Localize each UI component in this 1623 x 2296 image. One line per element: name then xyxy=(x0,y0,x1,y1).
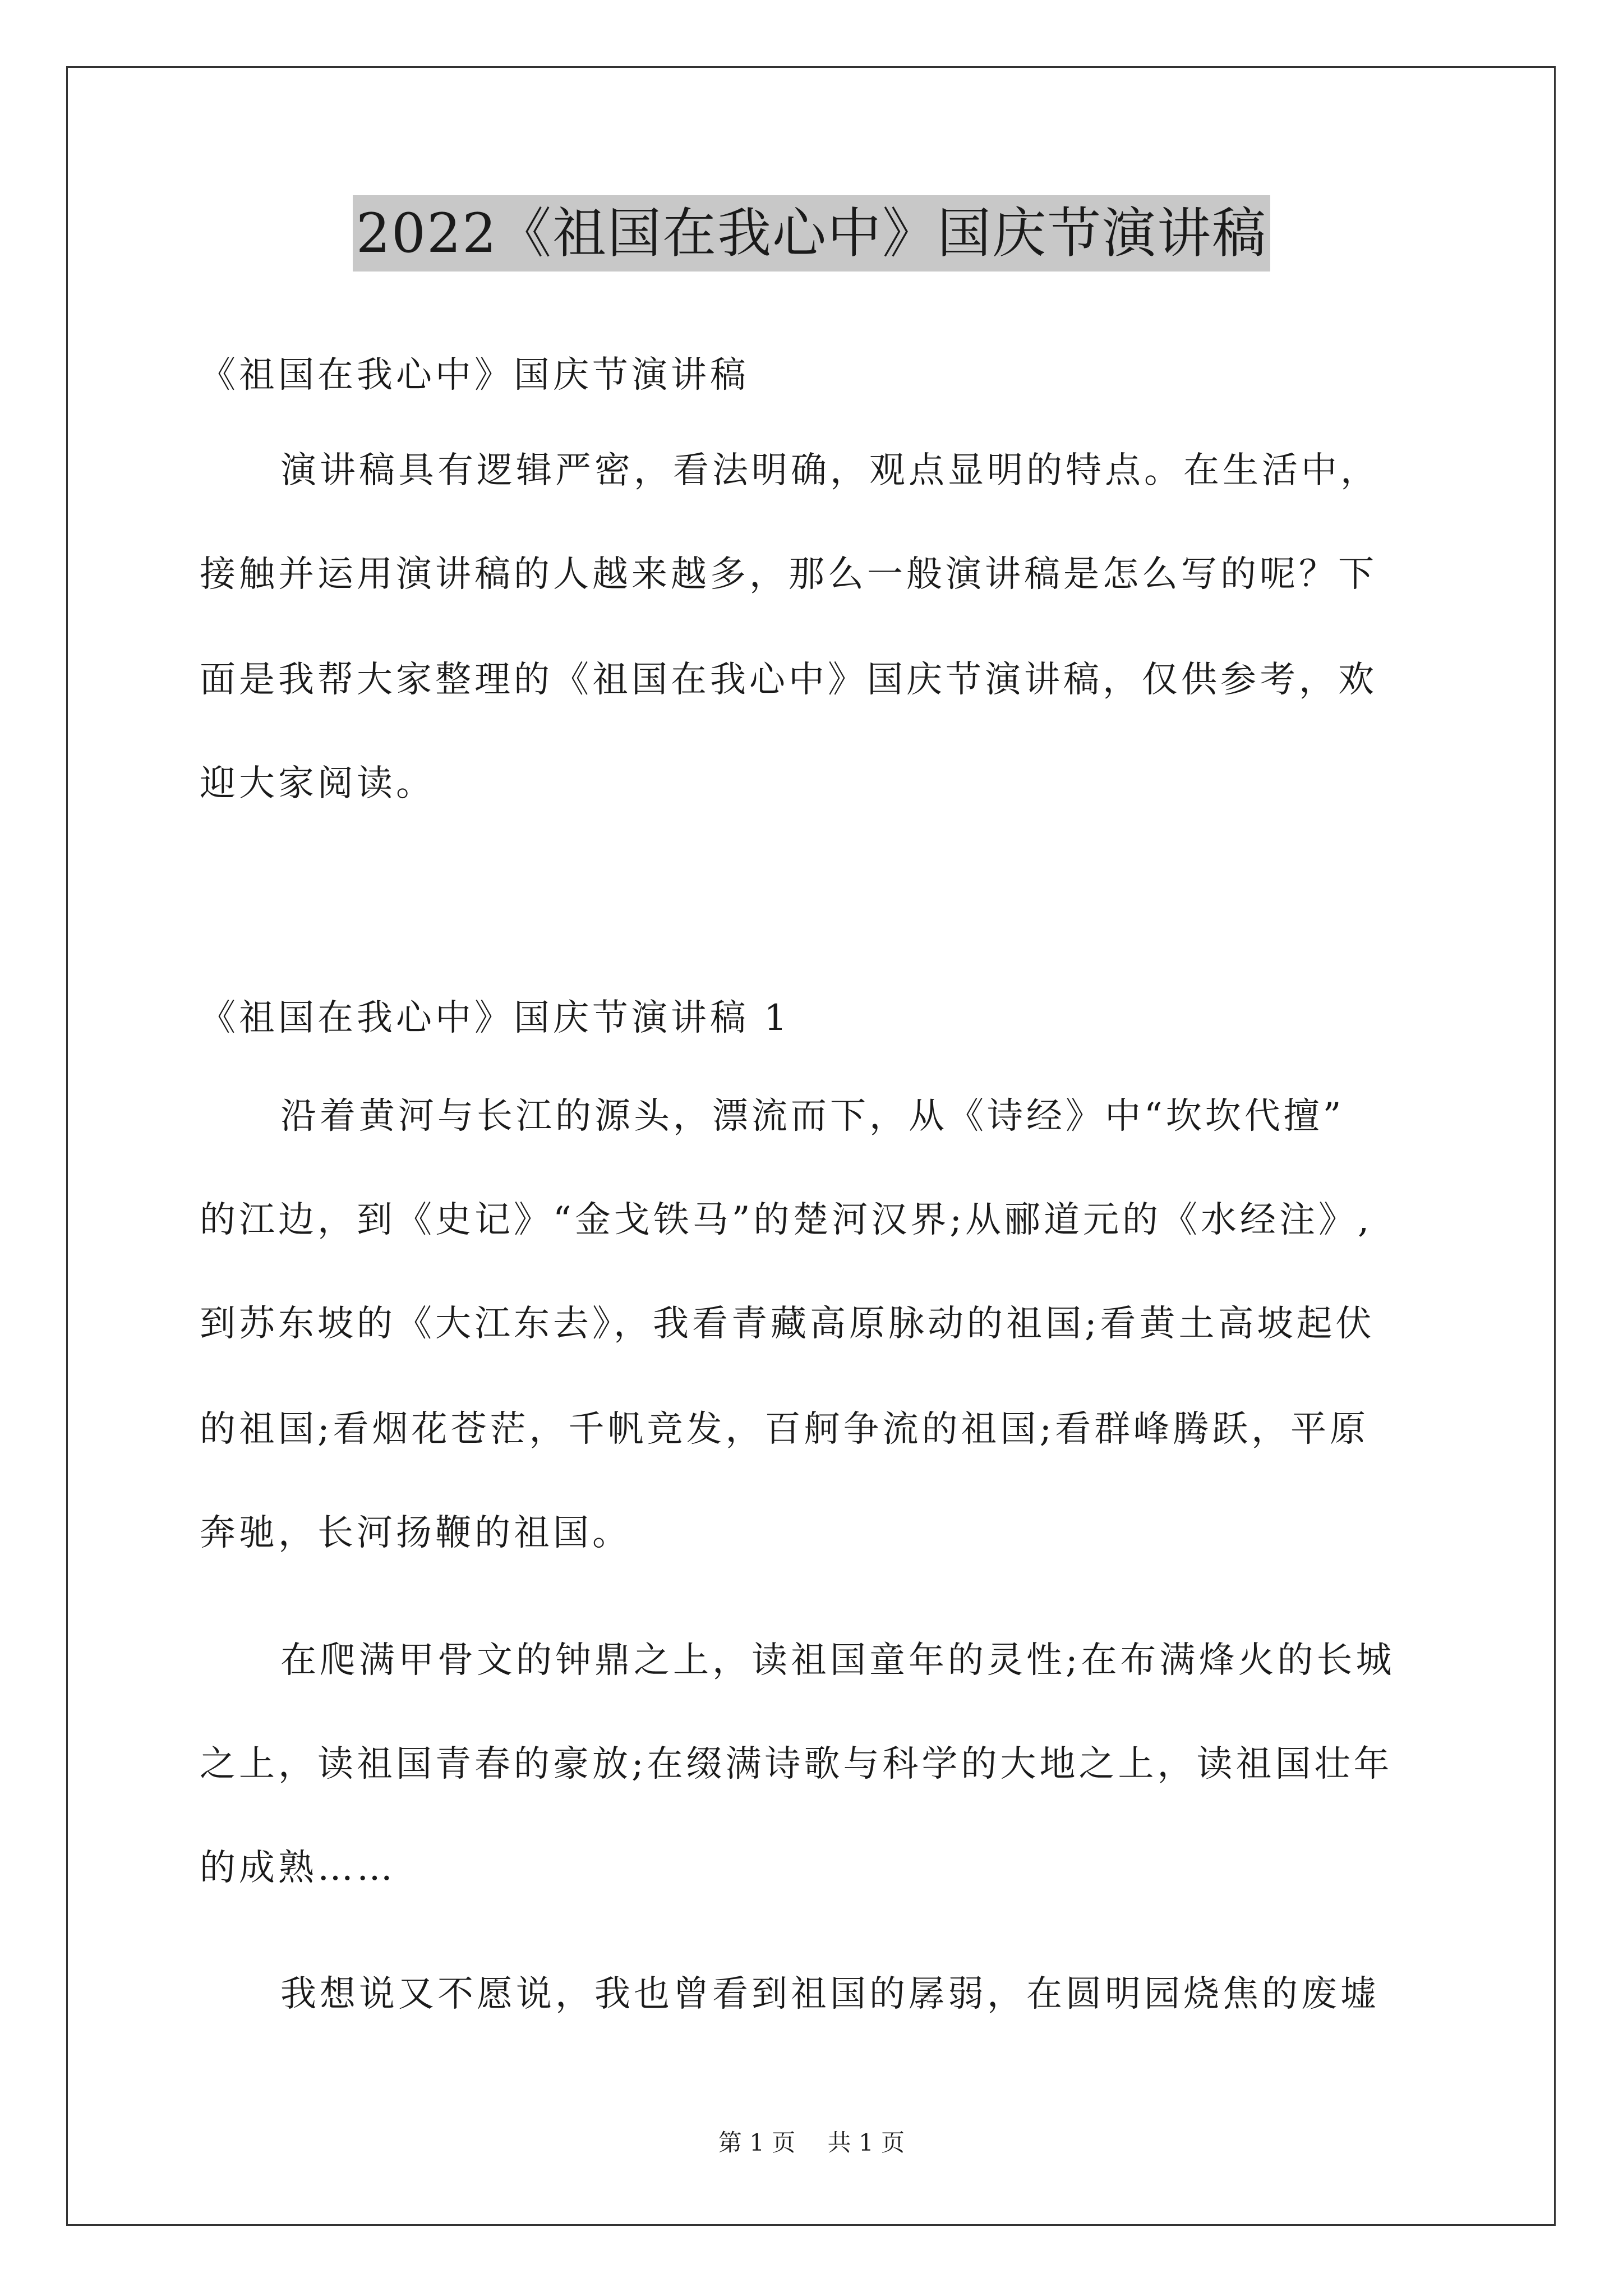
para3-line-1: 我想说又不愿说，我也曾看到祖国的孱弱，在圆明园烧焦的废墟 xyxy=(280,1973,1380,2015)
section1-heading: 《祖国在我心中》国庆节演讲稿 1 xyxy=(200,997,791,1039)
document-title: 2022《祖国在我心中》国庆节演讲稿 xyxy=(353,195,1270,272)
intro-line-4: 迎大家阅读。 xyxy=(200,763,435,804)
intro-line-1: 演讲稿具有逻辑严密，看法明确，观点显明的特点。在生活中， xyxy=(280,450,1380,491)
para2-line-1: 在爬满甲骨文的钟鼎之上，读祖国童年的灵性;在布满烽火的长城 xyxy=(280,1640,1395,1681)
para2-line-2: 之上，读祖国青春的豪放;在缀满诗歌与科学的大地之上，读祖国壮年 xyxy=(200,1743,1393,1785)
page-number: 第 1 页 xyxy=(718,2129,796,2156)
subtitle: 《祖国在我心中》国庆节演讲稿 xyxy=(200,355,749,396)
para1-line-4: 的祖国;看烟花苍茫，千帆竞发，百舸争流的祖国;看群峰腾跃，平原 xyxy=(200,1409,1370,1450)
para1-line-1: 沿着黄河与长江的源头，漂流而下，从《诗经》中“坎坎代擅” xyxy=(280,1096,1345,1137)
para1-line-2: 的江边，到《史记》“金戈铁马”的楚河汉界;从郦道元的《水经注》, xyxy=(200,1199,1373,1241)
title-container xyxy=(0,195,1623,272)
para1-line-5: 奔驰，长河扬鞭的祖国。 xyxy=(200,1512,631,1554)
intro-line-3: 面是我帮大家整理的《祖国在我心中》国庆节演讲稿，仅供参考，欢 xyxy=(200,659,1377,701)
intro-line-2: 接触并运用演讲稿的人越来越多，那么一般演讲稿是怎么写的呢？下 xyxy=(200,554,1377,595)
page-footer xyxy=(0,2126,1623,2160)
para2-line-3: 的成熟…… xyxy=(200,1847,396,1889)
para1-line-3: 到苏东坡的《大江东去》，我看青藏高原脉动的祖国;看黄土高坡起伏 xyxy=(200,1303,1375,1345)
page-total: 共 1 页 xyxy=(827,2129,905,2156)
